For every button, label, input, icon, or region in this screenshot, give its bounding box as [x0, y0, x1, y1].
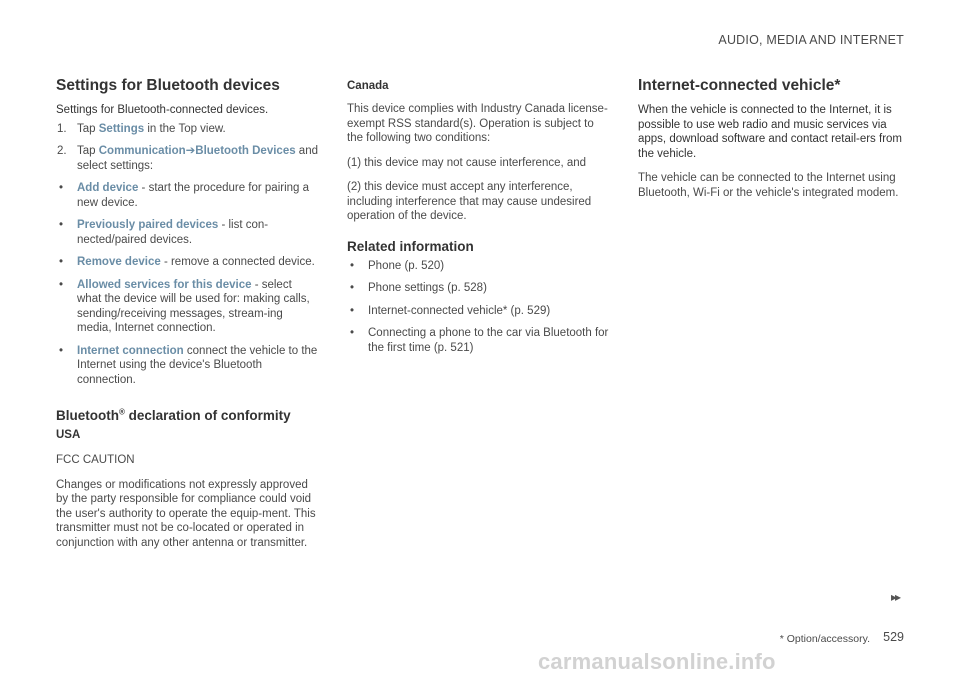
option-add-device [56, 181, 318, 210]
option-description: connect the vehicle to the Internet using the device's Bluetooth connection. [77, 344, 318, 386]
watermark: carmanualsonline.info [538, 649, 776, 674]
related-item [347, 326, 609, 355]
page-number: 529 [883, 630, 904, 644]
related-item [347, 259, 609, 274]
section-title-bluetooth-settings: Settings for Bluetooth devices [56, 77, 280, 94]
bullet-icon: • [59, 278, 64, 291]
related-information-heading: Related information [347, 238, 474, 254]
option-description: - list con-nected/paired devices. [77, 219, 269, 246]
step-text: Tap [77, 122, 99, 135]
next-page-icon: ▸▸ [891, 590, 900, 604]
step-2 [56, 144, 318, 173]
option-description: - select what the device will be used for: making calls, sending/receiving messages, stream-ing media, Internet connection. [77, 278, 310, 334]
step-number: 2. [57, 145, 67, 157]
option-accessory-note: * Option/accessory. [779, 633, 870, 645]
canada-text: This device complies with Industry Canada license-exempt RSS standard(s). Operation is subject to the following two conditions: [347, 103, 608, 144]
step-number: 1. [57, 122, 67, 135]
fcc-caution: FCC CAUTION [56, 454, 135, 466]
bullet-icon: • [350, 282, 355, 294]
related-link-internet-vehicle[interactable]: Internet-connected vehicle* (p. 529) [368, 304, 551, 317]
related-link-connecting-phone[interactable]: Connecting a phone to the car via Bluetooth for the first time (p. 521) [368, 327, 609, 354]
condition-2: (2) this device must accept any interference, including interference that may cause undesired operation of the device. [347, 181, 592, 222]
canada-heading: Canada [347, 80, 389, 92]
column-left [56, 76, 318, 558]
section-header: AUDIO, MEDIA AND INTERNET [718, 33, 904, 47]
bluetooth-devices-link[interactable]: Bluetooth Devices [195, 145, 296, 157]
internet-lead: When the vehicle is connected to the Internet, it is possible to use web radio and music services via apps, download software and contact retail-ers from the vehicle. [638, 104, 902, 160]
section-title-internet-vehicle: Internet-connected vehicle* [638, 77, 841, 94]
bullet-icon: • [59, 256, 64, 268]
step-text: in the Top view. [144, 122, 226, 135]
related-item [347, 304, 609, 319]
arrow-right-icon: ➔ [185, 145, 196, 157]
option-remove-device [56, 255, 318, 270]
bullet-icon: • [350, 327, 355, 339]
related-item [347, 281, 609, 296]
allowed-services-link[interactable]: Allowed services for this device [77, 278, 252, 291]
bullet-icon: • [59, 219, 64, 231]
declaration-title-text: Bluetooth [56, 408, 119, 423]
step-text: Tap [77, 145, 99, 157]
registered-mark: ® [119, 407, 125, 417]
option-internet-connection [56, 344, 318, 388]
usa-heading: USA [56, 429, 81, 441]
bullet-icon: • [59, 344, 64, 357]
option-allowed-services [56, 278, 318, 336]
communication-link[interactable]: Communication [98, 145, 186, 157]
internet-body: The vehicle can be connected to the Internet using Bluetooth, Wi-Fi or the vehicle's integrated modem. [638, 172, 899, 199]
condition-1: (1) this device may not cause interference, and [347, 156, 587, 169]
bullet-icon: • [59, 182, 64, 194]
option-description: - start the procedure for pairing a new device. [77, 182, 310, 209]
add-device-link[interactable]: Add device [77, 182, 139, 194]
option-description: - remove a connected device. [160, 256, 315, 268]
step-text: and select settings: [77, 145, 318, 172]
previously-paired-link[interactable]: Previously paired devices [77, 219, 219, 231]
bullet-icon: • [350, 259, 355, 272]
column-right [638, 76, 906, 208]
internet-connection-link[interactable]: Internet connection [77, 344, 184, 357]
declaration-title-text: declaration of conformity [124, 408, 291, 423]
bullet-icon: • [350, 304, 355, 317]
column-middle [347, 79, 609, 363]
settings-link[interactable]: Settings [98, 122, 145, 135]
lead-text: Settings for Bluetooth-connected devices. [56, 104, 269, 116]
fcc-body: Changes or modifications not expressly approved by the party responsible for compliance could void the user's authority to operate the equip-ment. This transmitter must not be co-located or operated in conjunction with any other antenna or transmitter. [56, 478, 316, 549]
option-previously-paired [56, 218, 318, 247]
declaration-title [56, 407, 318, 424]
options-list [56, 181, 318, 387]
related-link-phone[interactable]: Phone (p. 520) [368, 259, 445, 272]
step-1 [56, 122, 318, 137]
related-list [347, 259, 609, 356]
remove-device-link[interactable]: Remove device [77, 256, 161, 268]
steps-list [56, 122, 318, 174]
related-link-phone-settings[interactable]: Phone settings (p. 528) [368, 282, 487, 294]
